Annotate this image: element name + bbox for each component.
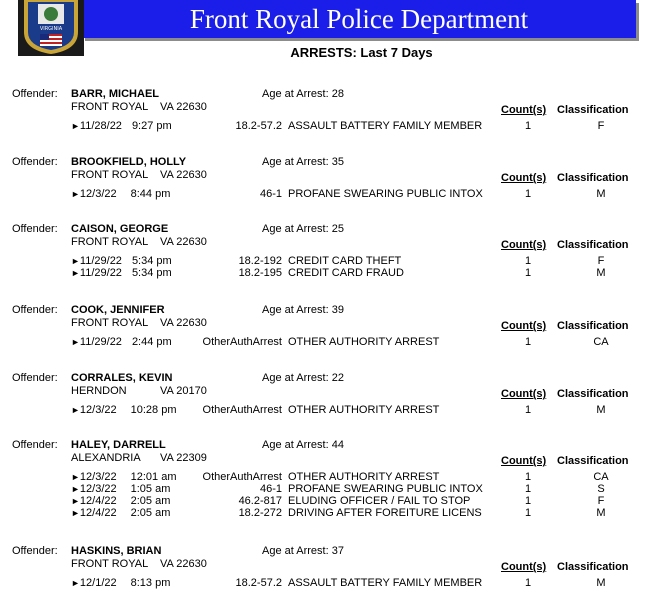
age-at-arrest: Age at Arrest: 37	[262, 545, 344, 557]
count-header: Count(s)	[501, 172, 547, 184]
offender-city: ALEXANDRIA	[71, 452, 141, 464]
offender-name: CORRALES, KEVIN	[71, 372, 173, 384]
offender-name: HALEY, DARRELL	[71, 439, 166, 451]
charge-description: PROFANE SWEARING PUBLIC INTOX	[288, 483, 483, 495]
triangle-icon: ►	[71, 337, 80, 347]
offender-state-zip: VA 22630	[160, 169, 207, 181]
triangle-icon: ►	[71, 256, 80, 266]
offender-city: FRONT ROYAL	[71, 236, 149, 248]
arrest-time: 8:13 pm	[130, 577, 171, 589]
count-header: Count(s)	[501, 239, 547, 251]
arrest-datetime	[71, 495, 170, 507]
age-at-arrest: Age at Arrest: 22	[262, 372, 344, 384]
offender-label: Offender:	[12, 304, 58, 316]
charge-count: 1	[524, 267, 532, 279]
statute-code: 46.2-817	[238, 495, 282, 507]
arrest-time: 12:01 am	[130, 471, 177, 483]
arrest-time: 5:34 pm	[131, 267, 172, 279]
arrest-datetime	[71, 188, 170, 200]
charge-count: 1	[524, 188, 532, 200]
charge-count: 1	[524, 336, 532, 348]
triangle-icon: ►	[71, 472, 80, 482]
triangle-icon: ►	[71, 496, 80, 506]
statute-code: 46-1	[259, 188, 282, 200]
classification-header: Classification	[557, 320, 629, 332]
triangle-icon: ►	[71, 484, 80, 494]
offender-city: FRONT ROYAL	[71, 169, 149, 181]
charge-description: ASSAULT BATTERY FAMILY MEMBER	[288, 120, 483, 132]
offender-name: HASKINS, BRIAN	[71, 545, 162, 557]
charge-row	[0, 507, 653, 520]
page-title: Front Royal Police Department	[189, 4, 529, 34]
count-header: Count(s)	[501, 320, 547, 332]
charge-description: OTHER AUTHORITY ARREST	[288, 336, 440, 348]
statute-code: 18.2-272	[238, 507, 282, 519]
arrest-date: 12/4/22	[79, 507, 117, 519]
count-header: Count(s)	[501, 388, 547, 400]
charge-description: CREDIT CARD FRAUD	[288, 267, 404, 279]
classification-header: Classification	[557, 388, 629, 400]
charge-description: OTHER AUTHORITY ARREST	[288, 471, 440, 483]
arrest-datetime	[71, 471, 177, 483]
statute-code: OtherAuthArrest	[202, 336, 282, 348]
count-header: Count(s)	[501, 455, 547, 467]
offender-city: FRONT ROYAL	[71, 558, 149, 570]
statute-code: 18.2-57.2	[235, 120, 282, 132]
triangle-icon: ►	[71, 405, 80, 415]
charge-count: 1	[524, 255, 532, 267]
arrest-date: 11/28/22	[79, 120, 122, 132]
offender-label: Offender:	[12, 372, 58, 384]
triangle-icon: ►	[71, 578, 80, 588]
offender-state-zip: VA 22630	[160, 101, 207, 113]
triangle-icon: ►	[71, 508, 80, 518]
triangle-icon: ►	[71, 268, 80, 278]
charge-classification: M	[596, 267, 606, 279]
arrest-date: 12/3/22	[79, 188, 117, 200]
age-at-arrest: Age at Arrest: 35	[262, 156, 344, 168]
arrest-date: 12/3/22	[79, 404, 117, 416]
offender-name: BROOKFIELD, HOLLY	[71, 156, 187, 168]
arrest-date: 11/29/22	[79, 255, 122, 267]
charge-row	[0, 120, 653, 133]
classification-header: Classification	[557, 172, 629, 184]
arrest-time: 1:05 am	[130, 483, 171, 495]
statute-code: 18.2-57.2	[235, 577, 282, 589]
age-at-arrest: Age at Arrest: 25	[262, 223, 344, 235]
arrest-time: 2:05 am	[130, 495, 171, 507]
arrest-time: 2:44 pm	[131, 336, 172, 348]
offender-state-zip: VA 22309	[160, 452, 207, 464]
arrest-datetime	[71, 255, 172, 267]
arrest-time: 10:28 pm	[130, 404, 177, 416]
charge-classification: M	[596, 507, 606, 519]
offender-label: Offender:	[12, 545, 58, 557]
charge-classification: M	[596, 577, 606, 589]
charge-classification: M	[596, 404, 606, 416]
charge-count: 1	[524, 483, 532, 495]
arrest-datetime	[71, 577, 170, 589]
offender-city: HERNDON	[71, 385, 127, 397]
arrest-datetime	[71, 404, 177, 416]
arrest-date: 12/1/22	[79, 577, 117, 589]
arrest-time: 2:05 am	[130, 507, 171, 519]
arrest-datetime	[71, 120, 172, 132]
offender-state-zip: VA 22630	[160, 236, 207, 248]
header-bar	[82, 0, 636, 38]
charge-classification: CA	[593, 336, 609, 348]
offender-label: Offender:	[12, 439, 58, 451]
charge-row	[0, 267, 653, 280]
age-at-arrest: Age at Arrest: 28	[262, 88, 344, 100]
charge-count: 1	[524, 404, 532, 416]
triangle-icon: ►	[71, 121, 80, 131]
statute-code: 18.2-192	[238, 255, 282, 267]
age-at-arrest: Age at Arrest: 44	[262, 439, 344, 451]
arrest-date: 12/3/22	[79, 483, 117, 495]
offender-label: Offender:	[12, 223, 58, 235]
svg-text:VIRGINIA: VIRGINIA	[39, 26, 63, 32]
triangle-icon: ►	[71, 189, 80, 199]
arrest-datetime	[71, 336, 172, 348]
classification-header: Classification	[557, 561, 629, 573]
charge-classification: F	[597, 255, 605, 267]
arrest-datetime	[71, 507, 170, 519]
count-header: Count(s)	[501, 104, 547, 116]
offender-state-zip: VA 20170	[160, 385, 207, 397]
charge-row	[0, 404, 653, 417]
arrest-date: 11/29/22	[79, 336, 122, 348]
offender-city: FRONT ROYAL	[71, 317, 149, 329]
offender-label: Offender:	[12, 156, 58, 168]
report-subtitle: ARRESTS: Last 7 Days	[290, 45, 433, 60]
age-at-arrest: Age at Arrest: 39	[262, 304, 344, 316]
arrest-time: 5:34 pm	[131, 255, 172, 267]
offender-name: CAISON, GEORGE	[71, 223, 169, 235]
charge-count: 1	[524, 120, 532, 132]
charge-count: 1	[524, 507, 532, 519]
offender-state-zip: VA 22630	[160, 558, 207, 570]
offender-name: COOK, JENNIFER	[71, 304, 165, 316]
charge-classification: CA	[593, 471, 609, 483]
arrest-date: 11/29/22	[79, 267, 122, 279]
classification-header: Classification	[557, 455, 629, 467]
arrest-date: 12/3/22	[79, 471, 117, 483]
statute-code: OtherAuthArrest	[202, 471, 282, 483]
offender-city: FRONT ROYAL	[71, 101, 149, 113]
charge-classification: M	[596, 188, 606, 200]
offender-name: BARR, MICHAEL	[71, 88, 159, 100]
statute-code: 18.2-195	[238, 267, 282, 279]
charge-row	[0, 577, 653, 590]
charge-classification: F	[597, 120, 605, 132]
count-header: Count(s)	[501, 561, 547, 573]
charge-description: PROFANE SWEARING PUBLIC INTOX	[288, 188, 483, 200]
classification-header: Classification	[557, 104, 629, 116]
offender-state-zip: VA 22630	[160, 317, 207, 329]
offender-label: Offender:	[12, 88, 58, 100]
arrest-datetime	[71, 267, 172, 279]
charge-description: CREDIT CARD THEFT	[288, 255, 402, 267]
arrest-datetime	[71, 483, 170, 495]
charge-description: DRIVING AFTER FOREITURE LICENS	[288, 507, 482, 519]
charge-count: 1	[524, 495, 532, 507]
charge-classification: F	[597, 495, 605, 507]
charge-row	[0, 188, 653, 201]
arrest-time: 9:27 pm	[131, 120, 172, 132]
statute-code: OtherAuthArrest	[202, 404, 282, 416]
charge-count: 1	[524, 471, 532, 483]
charge-classification: S	[597, 483, 605, 495]
arrest-time: 8:44 pm	[130, 188, 171, 200]
charge-description: OTHER AUTHORITY ARREST	[288, 404, 440, 416]
charge-count: 1	[524, 577, 532, 589]
statute-code: 46-1	[259, 483, 282, 495]
arrest-date: 12/4/22	[79, 495, 117, 507]
charge-row	[0, 336, 653, 349]
charge-description: ELUDING OFFICER / FAIL TO STOP	[288, 495, 471, 507]
classification-header: Classification	[557, 239, 629, 251]
charge-description: ASSAULT BATTERY FAMILY MEMBER	[288, 577, 483, 589]
